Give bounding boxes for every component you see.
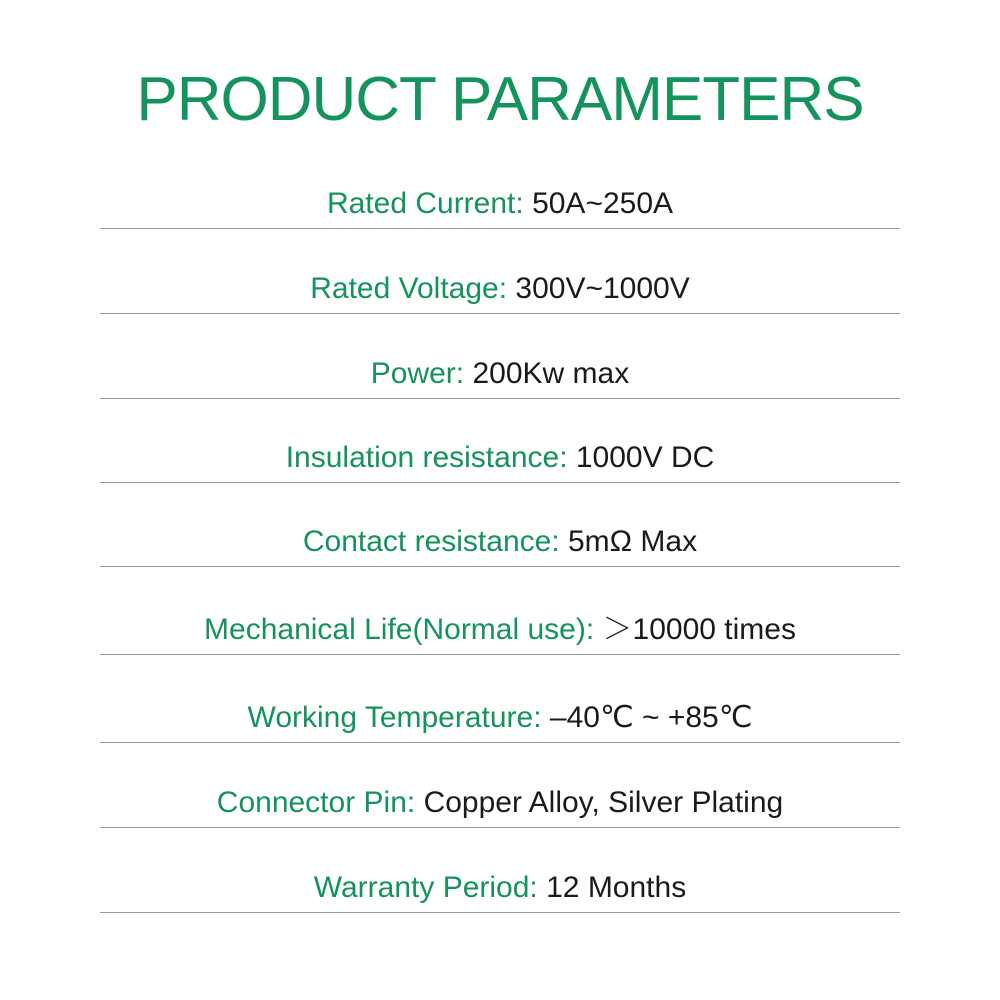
parameter-text — [100, 870, 900, 906]
parameter-text — [100, 271, 900, 307]
parameter-label: Rated Current: — [326, 187, 524, 220]
parameter-label: Working Temperature: — [247, 701, 542, 734]
parameter-value: ＞10000 times — [602, 613, 796, 646]
page-title: PRODUCT PARAMETERS — [136, 65, 864, 134]
parameter-label: Connector Pin: — [216, 786, 416, 819]
parameter-value: 200Kw max — [472, 357, 630, 390]
parameter-value: 12 Months — [546, 871, 687, 904]
parameter-label: Mechanical Life(Normal use): — [204, 613, 595, 646]
parameter-text — [100, 186, 900, 222]
parameter-text — [100, 785, 900, 821]
parameter-label: Rated Voltage: — [310, 272, 508, 305]
parameter-value: 300V~1000V — [515, 272, 690, 305]
parameter-value: 5mΩ Max — [568, 525, 698, 558]
parameter-row-power — [100, 340, 900, 399]
parameter-value: –40℃ ~ +85℃ — [549, 701, 753, 734]
parameter-label: Contact resistance: — [302, 525, 560, 558]
parameter-row-connector-pin — [100, 769, 900, 828]
parameter-row-working-temperature — [100, 684, 900, 743]
parameter-row-insulation-resistance — [100, 424, 900, 483]
parameter-label: Warranty Period: — [313, 871, 538, 904]
parameter-text — [100, 524, 900, 560]
parameter-value: 50A~250A — [532, 187, 674, 220]
parameter-label: Insulation resistance: — [285, 441, 568, 474]
parameter-text — [100, 700, 900, 736]
parameter-row-rated-voltage — [100, 255, 900, 314]
parameter-value: 1000V DC — [575, 441, 715, 474]
parameter-value: Copper Alloy, Silver Plating — [423, 786, 784, 819]
parameter-text — [100, 356, 900, 392]
parameter-text — [100, 612, 900, 648]
parameter-row-warranty-period — [100, 854, 900, 913]
parameter-row-rated-current — [100, 170, 900, 229]
parameter-text — [100, 440, 900, 476]
parameter-row-contact-resistance — [100, 508, 900, 567]
parameter-row-mechanical-life — [100, 596, 900, 655]
parameter-label: Power: — [370, 357, 465, 390]
